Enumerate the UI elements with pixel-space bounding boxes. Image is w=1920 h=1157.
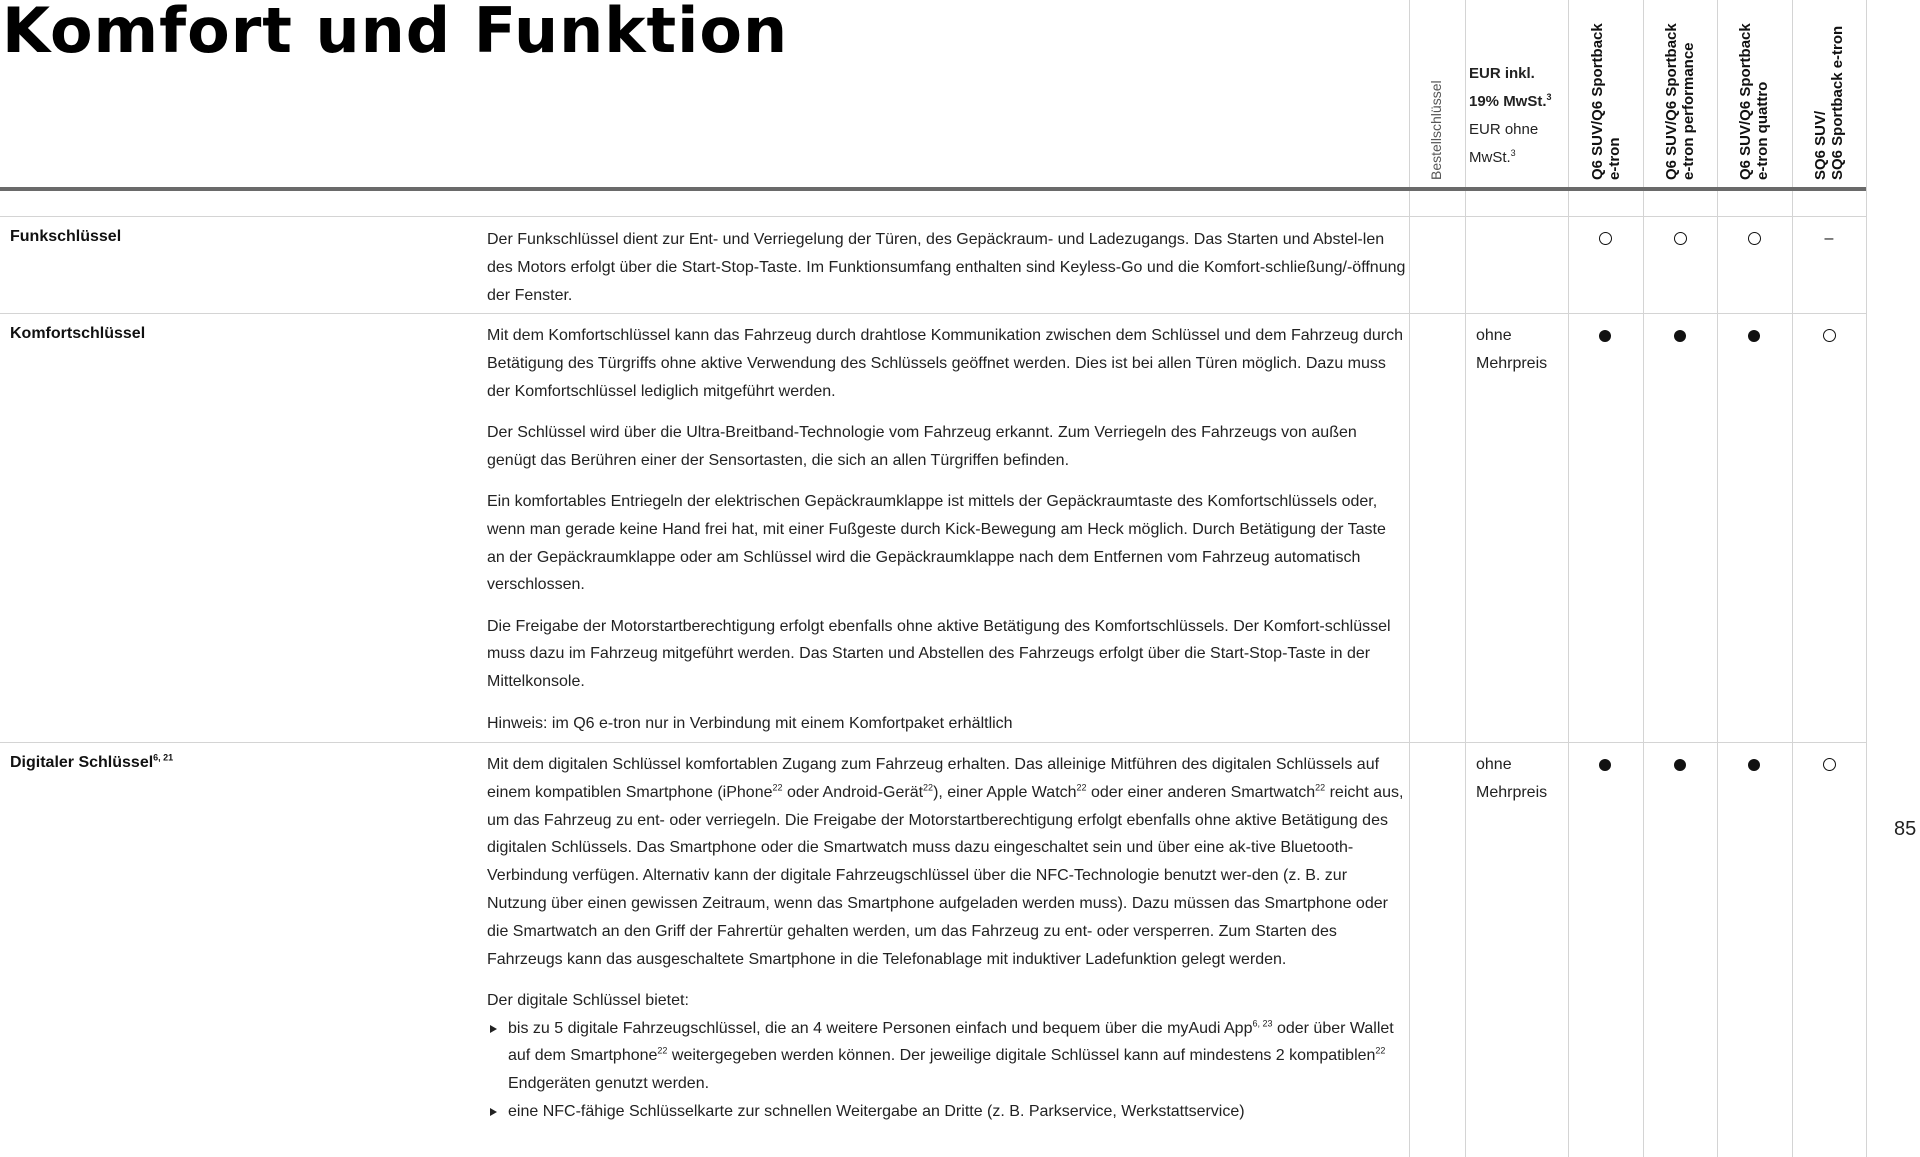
page-title: Komfort und Funktion (2, 0, 789, 67)
feature-bullet-list (487, 1015, 1407, 1126)
availability-option-icon (1670, 229, 1690, 249)
list-item (487, 1098, 1407, 1126)
column-divider (1409, 0, 1410, 1157)
variant-line2: e-tron quattro (1754, 81, 1771, 180)
price-incl-line1: EUR inkl. (1469, 65, 1535, 82)
availability-standard-icon (1595, 326, 1615, 346)
footnote: 22 (923, 782, 934, 793)
footnote: 22 (1076, 782, 1087, 793)
row-divider (0, 313, 1866, 314)
footnote: 22 (772, 782, 783, 793)
variant-line1: Q6 SUV/Q6 Sportback (1737, 23, 1754, 180)
price-cell: ohne Mehrpreis (1476, 327, 1548, 372)
description-intro: Der digitale Schlüssel bietet: (487, 991, 689, 1009)
footnote: 22 (1315, 782, 1326, 793)
variant-line1: Q6 SUV/Q6 Sportback (1589, 23, 1606, 180)
availability-option-icon (1819, 326, 1839, 346)
description-paragraph: Hinweis: im Q6 e-tron nur in Verbindung mit einem Komfortpaket erhältlich (487, 714, 1013, 732)
description-paragraph: Ein komfortables Entriegeln der elektrischen Gepäckraumklappe ist mittels der Gepäckraumtaste des Komfortschlüssels oder, wenn man gerade keine Hand frei hat, mit einer Fußgeste durch Kick-Bewegung am Heck möglich. Durch Betätigung der Taste an der Gepäckraumklappe oder am Schlüssel wird die Gepäckraumklappe nach dem Entfernen vom Fahrzeug automatisch verschlossen. (487, 492, 1386, 594)
description-paragraph: Der Schlüssel wird über die Ultra-Breitband-Technologie vom Fahrzeug erkannt. Zum Verriegeln des Fahrzeugs von außen genügt das Berühren einer der Sensortasten, die sich an allen Türgriffen befinden. (487, 423, 1357, 469)
text-run: Mit dem digitalen Schlüssel komfortablen Zugang zum Fahrzeug erhalten. Das alleinige Mitführen des digitalen Schlüssels auf einem kompatiblen Smartphone (iPhone (487, 756, 1380, 801)
text-run: reicht aus, um das Fahrzeug zu ent- oder verriegeln. Die Freigabe der Motorstartberechtigung erfolgt ebenfalls ohne aktive Betätigung des digitalen Schlüssels. Das Smartphone oder die Smartwatch muss dazu eingeschaltet sein und über eine ak-tive Bluetooth-Verbindung verfügen. Alternativ kann der digitale Fahrzeugschlüssel über die NFC-Technologie benutzt wer-den (z. B. zur Nutzung über einen gewissen Zeitraum, wenn das Smartphone aufgeladen werden muss). Dazu müssen das Smartphone oder die Smartwatch an den Griff der Fahrertür gehalten werden, um das Fahrzeug zu ent- oder versperren. Zum Starten des Fahrzeugs kann das ausgeschaltete Smartphone in die Telefonablage mit induktiver Ladefunktion gelegt werden. (487, 783, 1404, 968)
variant-line1: Q6 SUV/Q6 Sportback (1663, 23, 1680, 180)
description-paragraph (487, 751, 1407, 973)
price-incl-header-line2 (1469, 88, 1569, 116)
column-divider (1717, 0, 1718, 1157)
order-code-header: Bestellschlüssel (1428, 80, 1444, 180)
availability-option-icon (1595, 229, 1615, 249)
price-cell: ohne Mehrpreis (1476, 756, 1548, 801)
description-paragraph: Mit dem Komfortschlüssel kann das Fahrzeug durch drahtlose Kommunikation zwischen dem Schlüssel und dem Fahrzeug durch Betätigung des Türgriffs ohne aktive Verwendung des Schlüssels geöffnet werden. Dies ist bei allen Türen möglich. Dazu muss der Komfortschlüssel lediglich mitgeführt werden. (487, 327, 1403, 400)
description-paragraph: Der Funkschlüssel dient zur Ent- und Verriegelung der Türen, des Gepäckraum- und Ladezugangs. Das Starten und Abstel-len des Motors erfolgt über die Start-Stop-Taste. Im Funktionsumfang enthalten sind Keyless-Go und die Komfort-schließung/-öffnung der Fenster. (487, 231, 1406, 304)
price-excl-line2: MwSt. (1469, 149, 1511, 166)
text-run: Endgeräten genutzt werden. (508, 1075, 710, 1093)
row-divider (0, 742, 1866, 743)
variant-header-q6-etron-performance (1663, 10, 1697, 180)
variant-header-q6-etron-quattro (1737, 10, 1771, 180)
column-divider (1866, 0, 1867, 1157)
price-excl-header-line2 (1469, 144, 1569, 172)
price-incl-line2: 19% MwSt. (1469, 93, 1547, 110)
price-incl-header (1469, 60, 1569, 88)
footnote: 3 (1510, 148, 1516, 158)
availability-not-available-icon (1819, 229, 1839, 249)
variant-line2: SQ6 Sportback e-tron (1829, 25, 1846, 180)
text-run: oder über Wallet auf dem Smartphone (508, 1019, 1394, 1065)
feature-name-komfortschluessel: Komfortschlüssel (10, 325, 146, 342)
availability-option-icon (1744, 229, 1764, 249)
text-run: bis zu 5 digitale Fahrzeugschlüssel, die an 4 weitere Personen einfach und bequem über die myAudi App (508, 1019, 1253, 1037)
variant-line2: e-tron (1606, 137, 1623, 180)
availability-standard-icon (1670, 326, 1690, 346)
price-header (1469, 60, 1569, 172)
footnote: 22 (1375, 1046, 1386, 1057)
page-number: 85 (1894, 818, 1917, 840)
availability-standard-icon (1744, 326, 1764, 346)
feature-description-funkschluessel (487, 226, 1407, 323)
availability-standard-icon (1595, 755, 1615, 775)
text-run: oder einer anderen Smartwatch (1086, 783, 1316, 801)
price-excl-header (1469, 116, 1569, 144)
variant-line1: SQ6 SUV/ (1812, 110, 1829, 180)
variant-header-sq6-etron (1812, 10, 1846, 180)
column-divider (1568, 0, 1569, 1157)
availability-option-icon (1819, 755, 1839, 775)
text-run: oder Android-Gerät (782, 783, 924, 801)
list-item (487, 1015, 1407, 1098)
text-run: ), einer Apple Watch (933, 783, 1077, 801)
footnote: 3 (1546, 92, 1552, 102)
text-run: weitergegeben werden können. Der jeweilige digitale Schlüssel kann auf mindestens 2 kompatiblen (667, 1047, 1376, 1065)
feature-description-digitaler-schluessel (487, 751, 1407, 1126)
description-paragraph: Die Freigabe der Motorstartberechtigung erfolgt ebenfalls ohne aktive Betätigung des Komfortschlüssels. Der Komfort-schlüssel muss dazu im Fahrzeug mitgeführt werden. Das Starten und Abstellen des Fahrzeugs erfolgt über die Start-Stop-Taste in der Mittelkonsole. (487, 617, 1391, 691)
column-divider (1792, 0, 1793, 1157)
row-divider (0, 216, 1866, 217)
footnote: 22 (657, 1046, 668, 1057)
footnote: 6, 23 (1252, 1018, 1273, 1029)
availability-standard-icon (1744, 755, 1764, 775)
header-rule (0, 187, 1866, 191)
column-divider (1465, 0, 1466, 1157)
text-run: eine NFC-fähige Schlüsselkarte zur schnellen Weitergabe an Dritte (z. B. Parkservice, Werkstattservice) (508, 1103, 1245, 1121)
availability-standard-icon (1670, 755, 1690, 775)
feature-name-text: Digitaler Schlüssel (10, 754, 154, 771)
footnote: 6, 21 (153, 752, 174, 763)
price-excl-line1: EUR ohne (1469, 121, 1539, 138)
feature-description-komfortschluessel (487, 322, 1407, 751)
column-divider (1643, 0, 1644, 1157)
variant-line2: e-tron performance (1680, 42, 1697, 180)
feature-name-funkschluessel: Funkschlüssel (10, 228, 122, 245)
variant-header-q6-etron (1589, 10, 1623, 180)
feature-name-digitaler-schluessel (10, 754, 173, 772)
